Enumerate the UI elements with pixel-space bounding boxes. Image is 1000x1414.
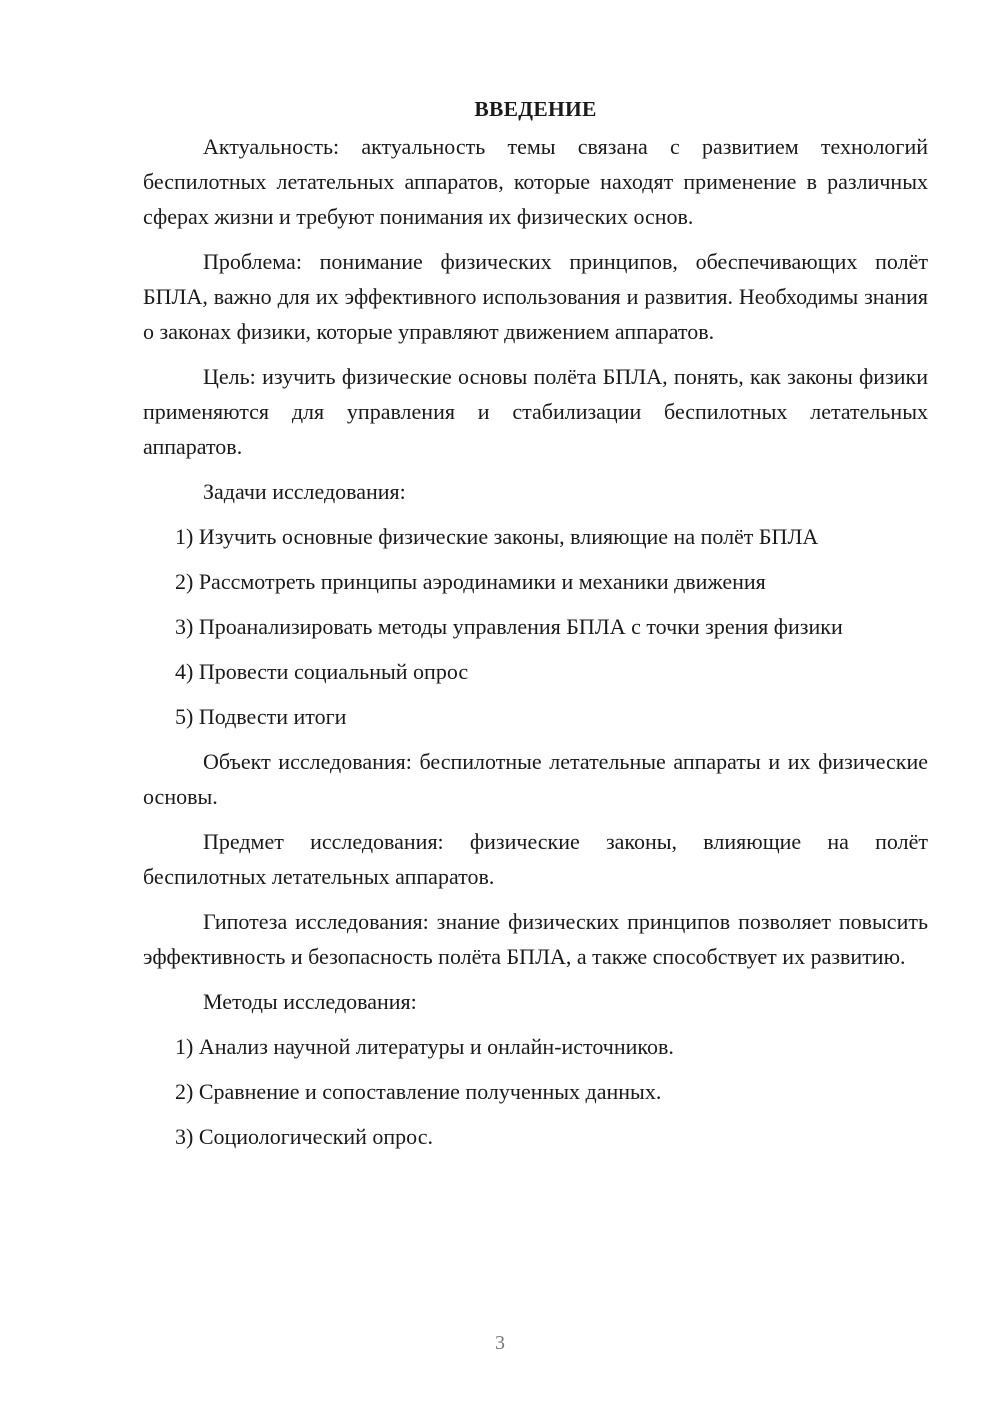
goal-paragraph: Цель: изучить физические основы полёта БПЛА, понять, как законы физики применяются для управления и стабилизации беспилотных летательных аппаратов.: [143, 364, 928, 459]
task-item: 4) Провести социальный опрос: [175, 659, 469, 684]
problem-paragraph: Проблема: понимание физических принципов, обеспечивающих полёт БПЛА, важно для их эффективного использования и развития. Необходимы знания о законах физики, которые управляют движением аппаратов.: [143, 249, 928, 344]
methods-label: Методы исследования:: [203, 989, 417, 1014]
task-item: 5) Подвести итоги: [175, 704, 347, 729]
relevance-paragraph: Актуальность: актуальность темы связана с развитием технологий беспилотных летательных аппаратов, которые находят применение в различных сферах жизни и требуют понимания их физических основ.: [143, 134, 928, 229]
subject-paragraph: Предмет исследования: физические законы, влияющие на полёт беспилотных летательных аппаратов.: [143, 829, 928, 889]
method-item: 2) Сравнение и сопоставление полученных данных.: [175, 1079, 662, 1104]
method-item: 1) Анализ научной литературы и онлайн-источников.: [175, 1034, 674, 1059]
hypothesis-paragraph: Гипотеза исследования: знание физических принципов позволяет повысить эффективность и безопасность полёта БПЛА, а также способствует их развитию.: [143, 909, 928, 969]
method-item: 3) Социологический опрос.: [175, 1124, 433, 1149]
task-item: 1) Изучить основные физические законы, влияющие на полёт БПЛА: [175, 524, 819, 549]
task-item: 2) Рассмотреть принципы аэродинамики и механики движения: [175, 569, 766, 594]
task-item: 3) Проанализировать методы управления БПЛА с точки зрения физики: [175, 614, 843, 639]
section-title: ВВЕДЕНИЕ: [474, 97, 597, 121]
tasks-label: Задачи исследования:: [203, 479, 406, 504]
page-content: [143, 93, 928, 1164]
object-paragraph: Объект исследования: беспилотные летательные аппараты и их физические основы.: [143, 749, 928, 809]
page-number: 3: [495, 1332, 505, 1354]
